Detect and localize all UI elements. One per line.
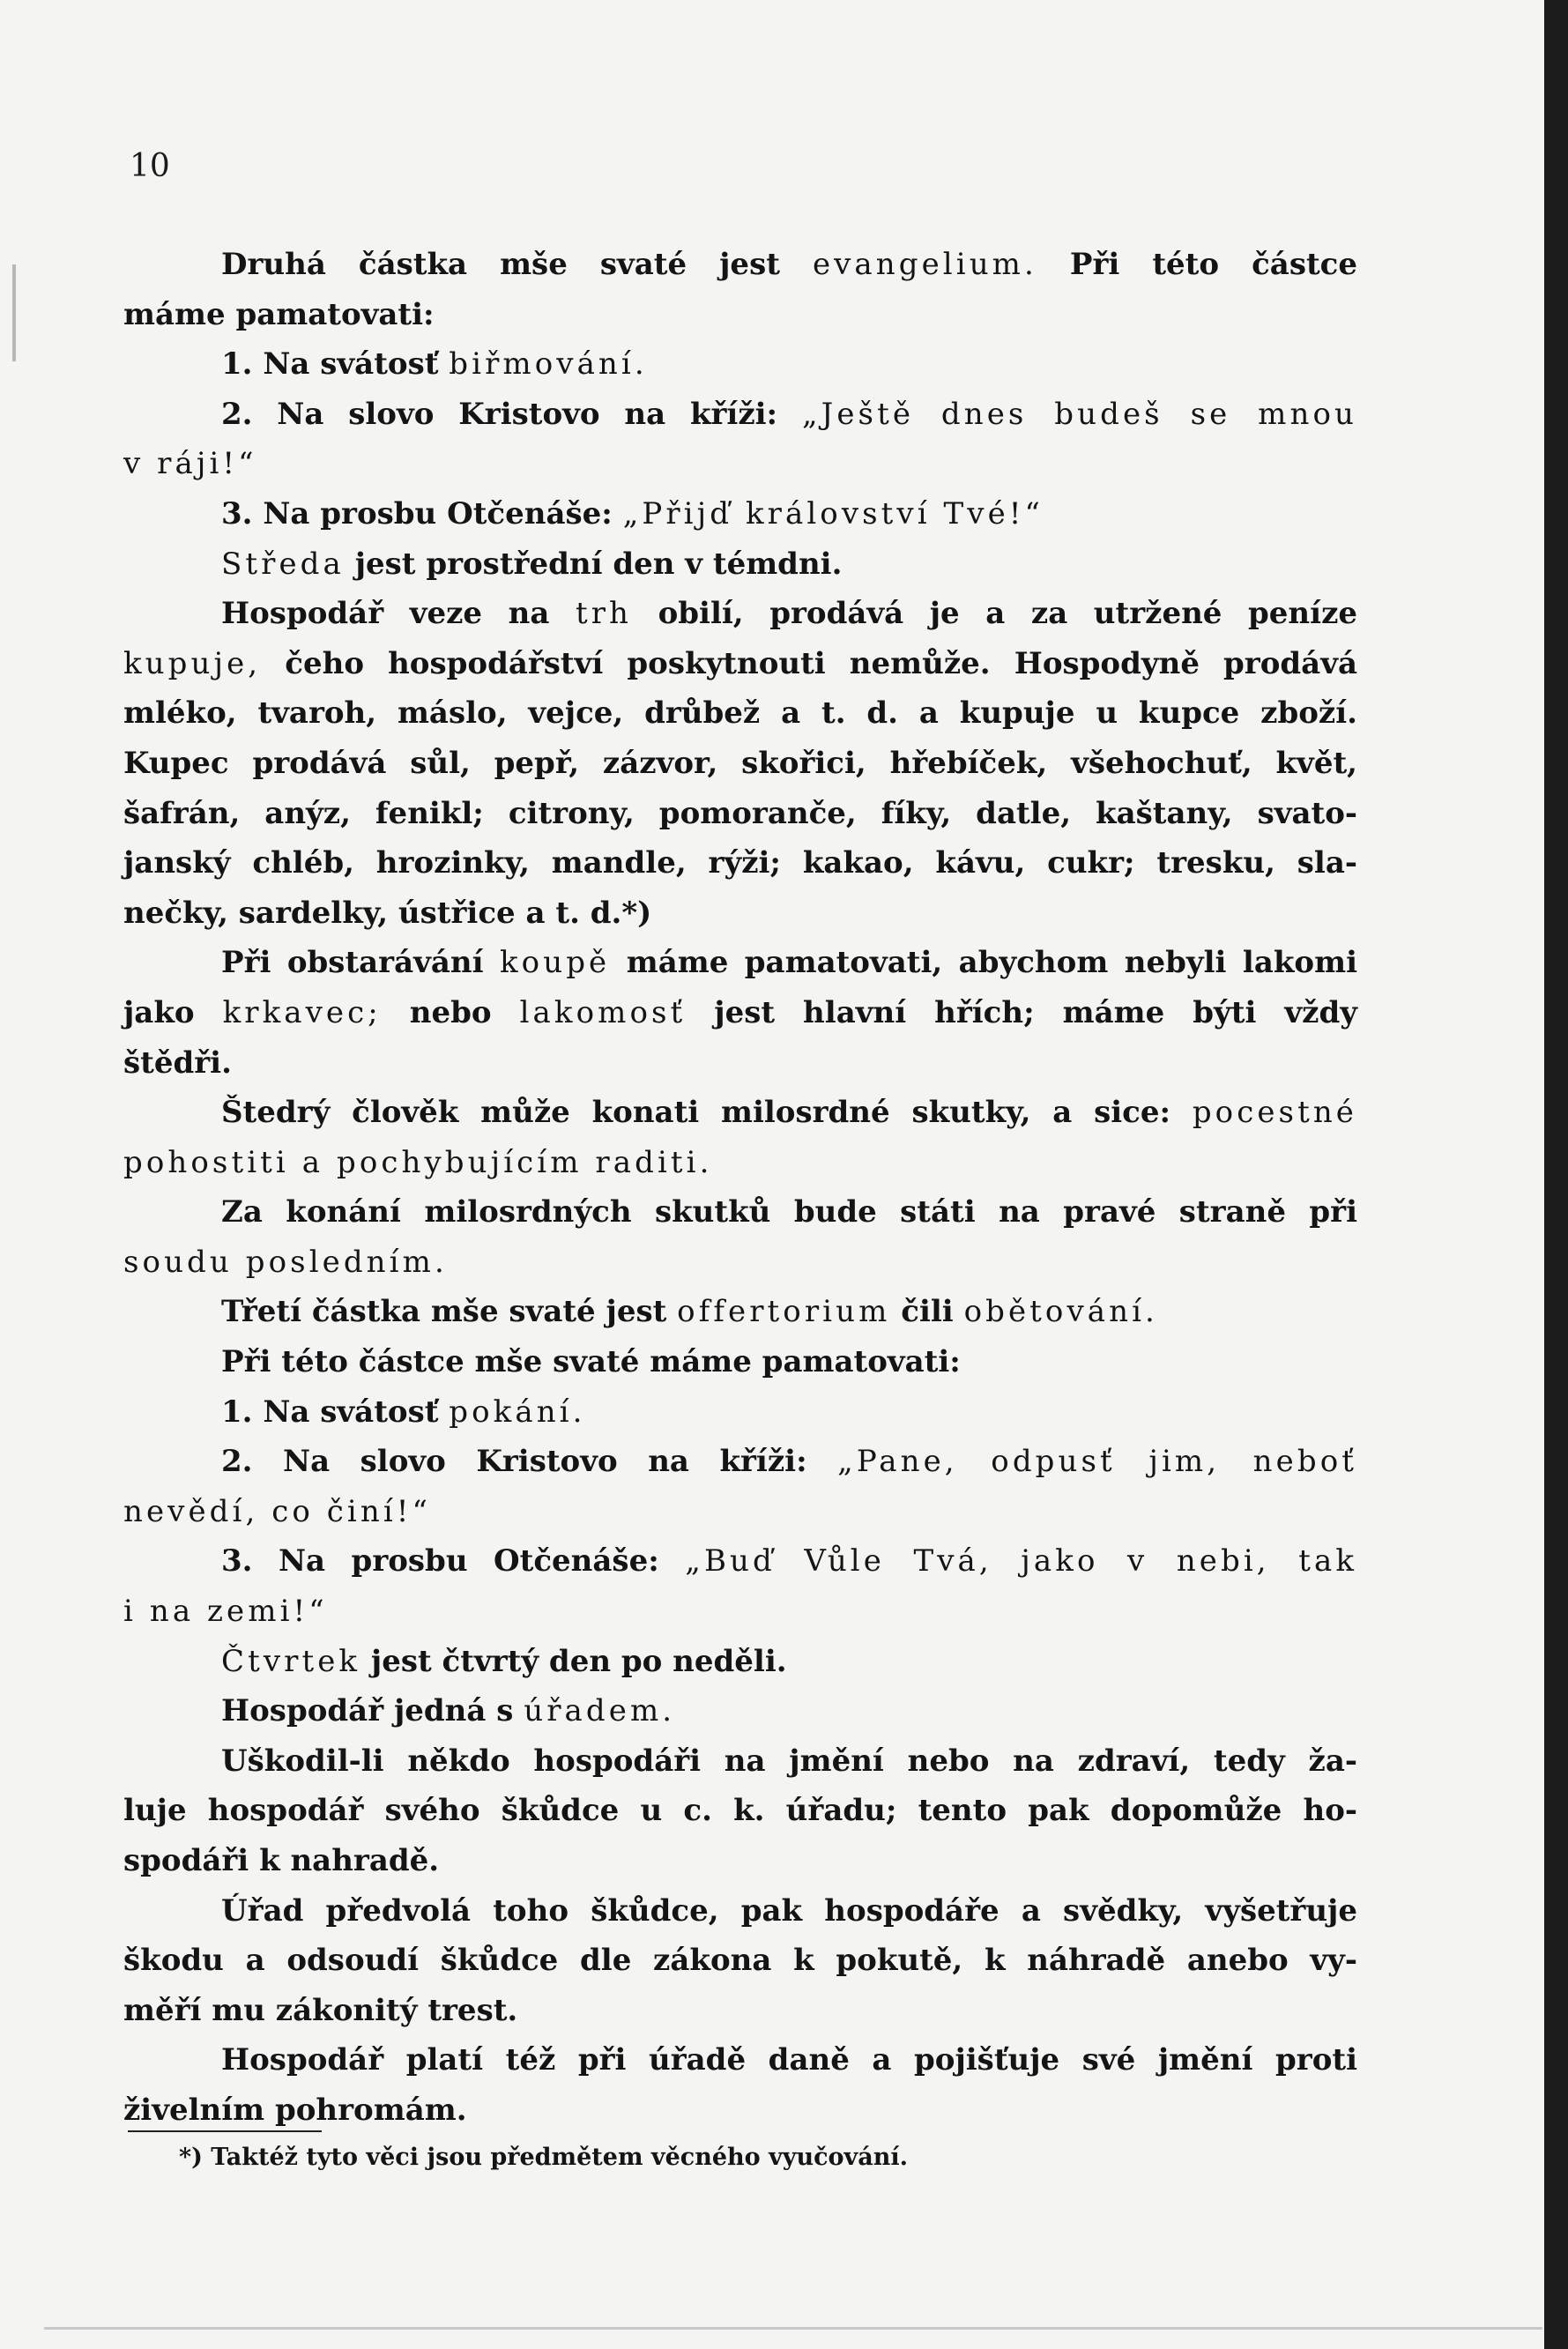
spaced-emphasis: „Přijď království Tvé!“	[622, 495, 1044, 531]
scan-right-border	[1544, 0, 1568, 2349]
text-segment: štědři.	[123, 1044, 232, 1081]
text-line	[123, 2085, 1357, 2136]
text-line	[123, 390, 1357, 440]
text-segment: máme pamatovati:	[123, 296, 435, 332]
spaced-emphasis: offertorium	[677, 1294, 891, 1330]
spaced-emphasis: Středa	[221, 546, 345, 582]
text-segment: janský chléb, hrozinky, mandle, rýži; kakao, kávu, cukr; tresku, sla-	[123, 845, 1357, 881]
text-segment: nečky, sardelky, ústřice a t. d.*)	[123, 895, 652, 931]
text-line	[123, 888, 1357, 939]
spaced-emphasis: pohostiti a pochybujícím raditi.	[123, 1144, 713, 1180]
text-segment: Uškodil-li někdo hospodáři na jmění nebo na zdraví, tedy ža-	[221, 1743, 1357, 1779]
text-line	[123, 1936, 1357, 1986]
text-segment: jest prostřední den v témdni.	[344, 546, 843, 582]
footnote-rule	[128, 2130, 322, 2132]
text-segment: 1. Na svátosť	[221, 346, 450, 383]
text-segment: škodu a odsoudí škůdce dle zákona k pokutě, k náhradě anebo vy-	[123, 1943, 1357, 1979]
text-segment: Hospodář platí též při úřadě daně a pojišťuje své jmění proti	[221, 2042, 1357, 2078]
text-line	[123, 1088, 1357, 1138]
text-segment: Štedrý člověk může konati milosrdné skutky, a sice:	[221, 1095, 1193, 1131]
text-segment: spodáři k nahradě.	[123, 1843, 440, 1878]
text-line	[123, 1736, 1357, 1787]
text-line	[123, 1287, 1357, 1337]
text-segment: šafrán, anýz, fenikl; citrony, pomoranče, fíky, datle, kaštany, svato-	[123, 795, 1357, 831]
text-line	[123, 1437, 1357, 1487]
text-line	[123, 240, 1357, 290]
text-segment: jest čtvrtý den po neděli.	[360, 1643, 787, 1679]
body-text	[123, 240, 1357, 2136]
text-segment: obilí, prodává je a za utržené peníze	[632, 596, 1358, 632]
text-line	[123, 1187, 1357, 1238]
text-line	[123, 838, 1357, 888]
spaced-emphasis: Čtvrtek	[221, 1643, 361, 1679]
spaced-emphasis: krkavec;	[222, 994, 382, 1030]
footnote: *) Taktéž tyto věci jsou předmětem věcného vyučování.	[179, 2144, 909, 2171]
text-line	[123, 988, 1357, 1038]
spaced-emphasis: „Pane, odpusť jim, neboť	[837, 1444, 1357, 1480]
text-segment: Při obstarávání	[221, 945, 500, 981]
text-segment: Při této částce mše svaté máme pamatovati:	[221, 1344, 961, 1380]
text-line	[123, 639, 1357, 689]
spaced-emphasis: nevědí, co činí!“	[123, 1493, 432, 1529]
scan-bottom-mark	[44, 2327, 1542, 2330]
text-segment: 2. Na slovo Kristovo na kříži:	[221, 396, 802, 432]
text-segment: Úřad předvolá toho škůdce, pak hospodáře a svědky, vyšetřuje	[221, 1892, 1357, 1929]
text-line	[123, 1138, 1357, 1188]
text-segment: živelním pohromám.	[123, 2092, 467, 2128]
text-line	[123, 290, 1357, 340]
text-line	[123, 1686, 1357, 1736]
spaced-emphasis: biřmování.	[449, 346, 648, 383]
text-line	[123, 439, 1357, 489]
text-segment: 3. Na prosbu Otčenáše:	[221, 495, 623, 531]
text-line	[123, 1038, 1357, 1089]
text-segment: nebo	[381, 994, 520, 1030]
text-line	[123, 688, 1357, 739]
spaced-emphasis: „Ještě dnes budeš se mnou	[801, 396, 1357, 432]
spaced-emphasis: lakomosť	[519, 994, 687, 1030]
text-line	[123, 1387, 1357, 1438]
spaced-emphasis: evangelium.	[812, 247, 1037, 282]
text-segment: čili	[890, 1294, 964, 1330]
text-segment: jako	[123, 994, 223, 1030]
text-segment: 1. Na svátosť	[221, 1394, 450, 1430]
text-segment: Za konání milosrdných skutků bude státi na pravé straně při	[221, 1194, 1357, 1230]
text-segment: máme pamatovati, abychom nebyli lakomi	[610, 945, 1358, 981]
text-segment: Hospodář veze na	[221, 596, 576, 632]
page-number: 10	[130, 148, 170, 184]
text-line	[123, 1487, 1357, 1537]
text-line	[123, 1637, 1357, 1687]
text-line	[123, 1836, 1357, 1886]
text-line	[123, 1337, 1357, 1387]
text-segment: měří mu zákonitý trest.	[123, 1992, 518, 2028]
spaced-emphasis: trh	[575, 596, 633, 632]
text-line	[123, 489, 1357, 539]
text-line	[123, 1786, 1357, 1836]
spaced-emphasis: „Buď Vůle Tvá, jako v nebi, tak	[685, 1543, 1358, 1580]
text-line	[123, 1238, 1357, 1288]
text-line	[123, 539, 1357, 590]
text-line	[123, 1536, 1357, 1587]
text-line	[123, 589, 1357, 639]
spaced-emphasis: koupě	[500, 945, 611, 981]
scan-left-mark	[12, 264, 16, 361]
spaced-emphasis: pocestné	[1192, 1095, 1357, 1131]
spaced-emphasis: úřadem.	[524, 1693, 676, 1729]
spaced-emphasis: v ráji!“	[123, 446, 257, 482]
spaced-emphasis: i na zemi!“	[123, 1594, 328, 1630]
text-line	[123, 2035, 1357, 2085]
text-segment: mléko, tvaroh, máslo, vejce, drůbež a t. d. a kupuje u kupce zboží.	[123, 695, 1357, 732]
text-segment: Druhá částka mše svaté jest	[221, 247, 813, 282]
spaced-emphasis: obětování.	[963, 1294, 1158, 1330]
text-line	[123, 739, 1357, 789]
spaced-emphasis: soudu posledním.	[123, 1244, 448, 1280]
text-line	[123, 1587, 1357, 1637]
text-segment: 3. Na prosbu Otčenáše:	[221, 1543, 686, 1580]
text-segment: 2. Na slovo Kristovo na kříži:	[221, 1444, 838, 1480]
text-line	[123, 1986, 1357, 2036]
text-segment: Kupec prodává sůl, pepř, zázvor, skořici, hřebíček, všehochuť, květ,	[123, 745, 1357, 781]
text-line	[123, 1886, 1357, 1936]
text-segment: jest hlavní hřích; máme býti vždy	[686, 994, 1357, 1030]
text-segment: luje hospodář svého škůdce u c. k. úřadu; tento pak dopomůže ho-	[123, 1793, 1357, 1829]
text-line	[123, 938, 1357, 988]
text-line	[123, 339, 1357, 390]
text-line	[123, 789, 1357, 839]
spaced-emphasis: kupuje,	[123, 645, 262, 681]
text-segment: čeho hospodářství poskytnouti nemůže. Hospodyně prodává	[261, 645, 1357, 681]
text-segment: Třetí částka mše svaté jest	[221, 1294, 678, 1330]
spaced-emphasis: pokání.	[449, 1394, 586, 1430]
text-segment: Hospodář jedná s	[221, 1693, 524, 1729]
text-segment: Při této částce	[1037, 247, 1357, 282]
